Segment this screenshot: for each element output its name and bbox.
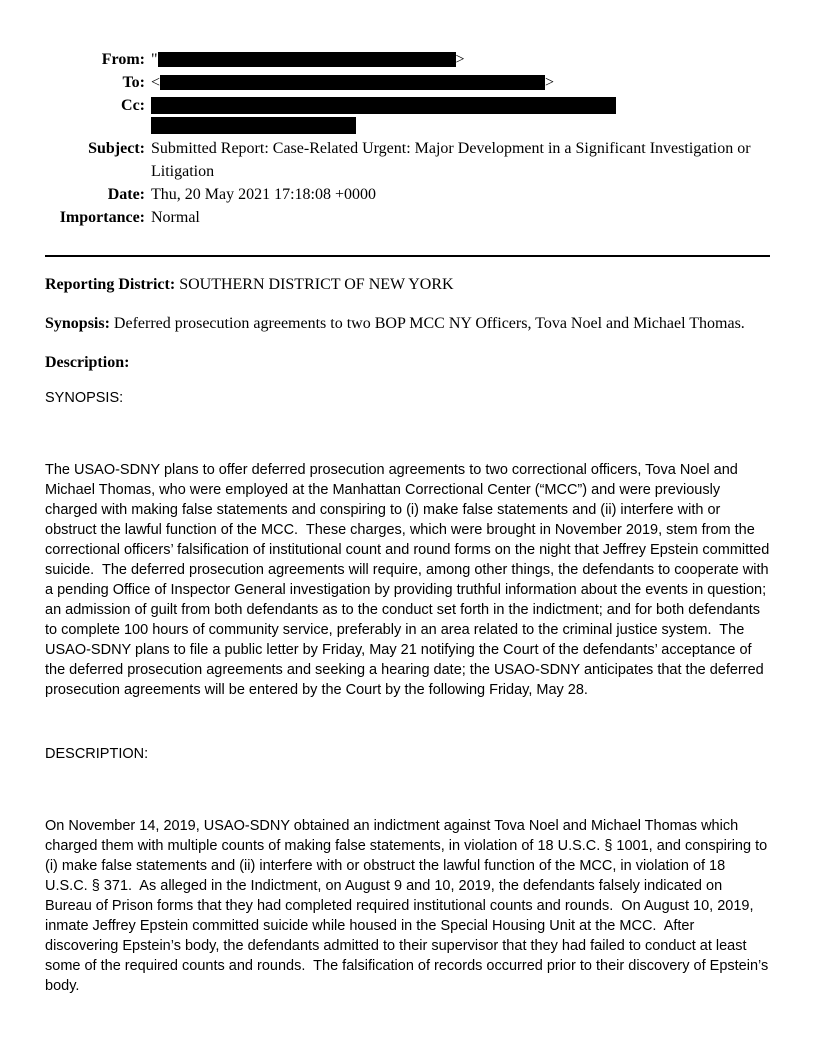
header-row-importance [45, 206, 770, 229]
to-label: To: [122, 74, 145, 91]
redaction-bar [151, 97, 616, 114]
description-label: Description: [45, 354, 130, 371]
to-prefix: < [151, 74, 161, 91]
date-value: Thu, 20 May 2021 17:18:08 +0000 [151, 186, 377, 203]
synopsis-heading: SYNOPSIS: [45, 390, 124, 406]
reporting-district-line [45, 274, 770, 296]
from-label: From: [101, 51, 145, 68]
synopsis-line [45, 313, 770, 335]
to-value [151, 71, 770, 94]
header-row-subject [45, 137, 770, 183]
from-value [151, 48, 770, 71]
synopsis-paragraph: The USAO-SDNY plans to offer deferred prosecution agreements to two correctional officers, Tova Noel and Michael Thomas, who were employed at the Manhattan Correctional Center (“MCC”) and were previously charged with making false statements and conspiring to (i) make false statements and (ii) interfere with or obstruct the lawful function of the MCC. These charges, which were brought in November 2019, stem from the correctional officers’ falsification of institutional count and round forms on the night that Jeffrey Epstein committed suicide. The deferred prosecution agreements will require, among other things, the defendants to cooperate with a pending Office of Inspector General investigation by providing truthful information about the events in question; an admission of guilt from both defendants as to the conduct set forth in the indictment; and for both defendants to complete 100 hours of community service, preferably in an area related to the criminal justice system. The USAO-SDNY plans to file a public letter by Friday, May 21 notifying the Court of the defendants’ acceptance of the deferred prosecution agreements and seeking a hearing date; the USAO-SDNY anticipates that the deferred prosecution agreements will be entered by the Court by the following Friday, May 28. [45, 462, 774, 698]
description-paragraph: On November 14, 2019, USAO-SDNY obtained an indictment against Tova Noel and Michael Thomas which charged them with multiple counts of making false statements, in violation of 18 U.S.C. § 1001, and conspiring to (i) make false statements and (ii) interfere with or obstruct the lawful function of the MCC, in violation of 18 U.S.C. § 371. As alleged in the Indictment, on August 9 and 10, 2019, the defendants falsely indicated on Bureau of Prison forms that they had completed required institutional counts and rounds. On August 10, 2019, inmate Jeffrey Epstein committed suicide while housed in the Special Housing Unit at the MCC. After discovering Epstein’s body, the defendants admitted to their supervisor that they had failed to conduct at least some of the required counts and rounds. The falsification of records occurred prior to their discovery of Epstein’s body. [45, 818, 773, 994]
redaction-bar [160, 75, 545, 90]
cc-label: Cc: [121, 97, 145, 114]
header-row-date [45, 183, 770, 206]
report-body [45, 274, 774, 996]
from-prefix: " [151, 51, 158, 68]
date-label: Date: [107, 186, 145, 203]
description-heading: DESCRIPTION: [45, 746, 149, 762]
importance-value: Normal [151, 209, 200, 226]
email-header [45, 48, 770, 229]
description-label-line [45, 352, 770, 374]
header-row-from [45, 48, 770, 71]
reporting-district-label: Reporting District: [45, 276, 176, 293]
importance-label: Importance: [59, 209, 145, 226]
reporting-district-value: SOUTHERN DISTRICT OF NEW YORK [179, 276, 454, 293]
redaction-bar [151, 117, 356, 134]
section-divider [45, 255, 770, 257]
header-row-to [45, 71, 770, 94]
synopsis-value: Deferred prosecution agreements to two BOP MCC NY Officers, Tova Noel and Michael Thomas. [113, 315, 745, 332]
subject-label: Subject: [88, 140, 145, 157]
cc-value [151, 94, 770, 137]
to-suffix: > [545, 74, 555, 91]
header-row-cc [45, 94, 770, 137]
redaction-bar [158, 52, 456, 67]
subject-value: Submitted Report: Case-Related Urgent: Major Development in a Significant Investigation or Litigation [151, 140, 751, 180]
from-suffix: > [455, 51, 465, 68]
synopsis-label: Synopsis: [45, 315, 110, 332]
